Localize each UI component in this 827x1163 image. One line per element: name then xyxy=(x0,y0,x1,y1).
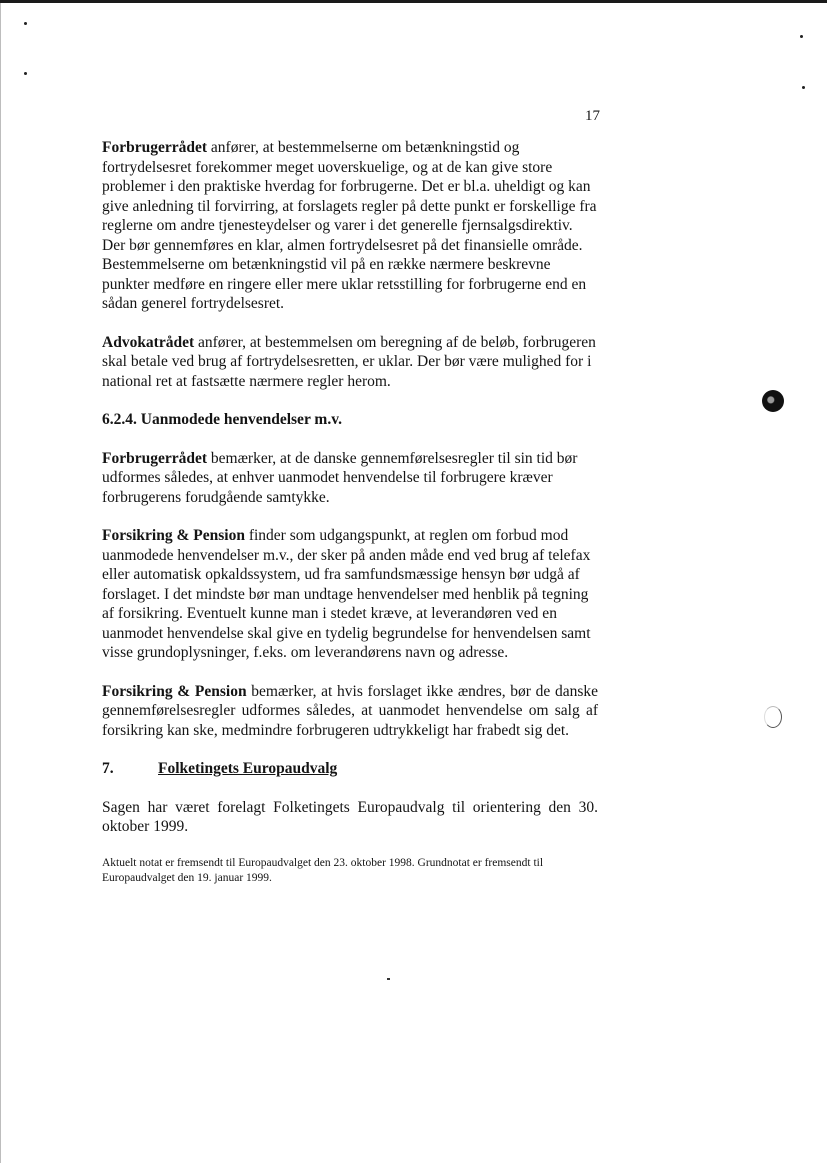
section-number: 7. xyxy=(102,760,114,777)
paragraph-text: anfører, at bestemmelsen om beregning af de beløb, forbrugeren skal betale ved brug af fortrydelsesretten, er uklar. Der bør være mulighed for i national ret at fastsætte nærmere regler herom. xyxy=(102,333,596,390)
paragraph-advokatraadet xyxy=(102,333,598,392)
punch-hole-icon xyxy=(764,706,782,728)
organization-name: Forsikring & Pension xyxy=(102,527,245,544)
paragraph-text: finder som udgangspunkt, at reglen om forbud mod uanmodede henvendelser m.v., der sker på anden måde end ved brug af telefax eller automatisk opkaldssystem, ud fra samfundsmæssige hensyn bør udgå af forslaget. I det mindste bør man undtage henvendelser med henblik på tegning af forsikring. Eventuelt kunne man i stedet kræve, at leverandøren ved en uanmodet henvendelse skal give en tydelig begrundelse for henvendelsen samt visse grundoplysninger, f.eks. om leverandørens navn og adresse. xyxy=(102,527,591,661)
scan-speck xyxy=(24,72,27,75)
paragraph-europaudvalg: Sagen har været forelagt Folketingets Europaudvalg til orientering den 30. oktober 1999. xyxy=(102,798,598,835)
paragraph-forsikring-pension-2 xyxy=(102,682,598,741)
paragraph-forsikring-pension-1 xyxy=(102,526,598,663)
paragraph-text: bemærker, at de danske gennemførelsesregler til sin tid bør udformes således, at enhver uanmodet henvendelse til forbrugere kræver forbrugerens forudgående samtykke. xyxy=(102,449,578,506)
scan-speck xyxy=(24,22,27,25)
subsection-heading: 6.2.4. Uanmodede henvendelser m.v. xyxy=(102,411,342,428)
organization-name: Forbrugerrådet xyxy=(102,449,208,467)
page-number: 17 xyxy=(585,108,600,124)
scan-speck xyxy=(802,86,805,89)
scan-speck xyxy=(800,35,803,38)
document-body xyxy=(102,138,598,886)
paragraph-text: anfører, at bestemmelserne om betænkningstid og fortrydelsesret forekommer meget uoverskuelige, og at de kan give store problemer i den praktiske hverdag for forbrugerne. Det er bl.a. uheldigt og kan give anledning til forvirring, at forslagets regler på dette punkt er forskellige fra reglerne om andre tjenesteydelser og varer i det generelle fjernsalgsdirektiv. Der bør gennemføres en klar, almen fortrydelsesret på det finansielle område. Bestemmelserne om betænkningstid vil på en række nærmere beskrevne punkter medføre en ringere eller mere uklar retsstilling for forbrugerne end en sådan generel fortrydelsesret. xyxy=(102,139,597,312)
scan-left-edge xyxy=(0,3,1,1163)
organization-name: Forsikring & Pension xyxy=(102,682,247,700)
organization-name: Advokatrådet xyxy=(102,333,195,351)
paragraph-text: bemærker, at hvis forslaget ikke ændres, bør de danske gennemførelsesregler udformes således, at uanmodet henvendelse om salg af forsikring kan ske, medmindre forbrugeren udtrykkeligt har frabedt sig det. xyxy=(102,682,599,739)
scan-top-edge xyxy=(0,0,827,3)
section-title: Folketingets Europaudvalg xyxy=(158,760,338,777)
punch-hole-icon xyxy=(762,390,784,412)
organization-name: Forbrugerrådet xyxy=(102,139,208,156)
paragraph-forbrugerraadet-henvendelser xyxy=(102,449,598,508)
section-heading xyxy=(102,759,598,779)
scan-speck xyxy=(387,978,390,980)
footnote: Aktuelt notat er fremsendt til Europaudvalget den 23. oktober 1998. Grundnotat er fremsendt til Europaudvalget den 19. januar 1999. xyxy=(102,856,544,884)
paragraph-forbrugerraadet-fortrydelsesret xyxy=(102,138,598,314)
